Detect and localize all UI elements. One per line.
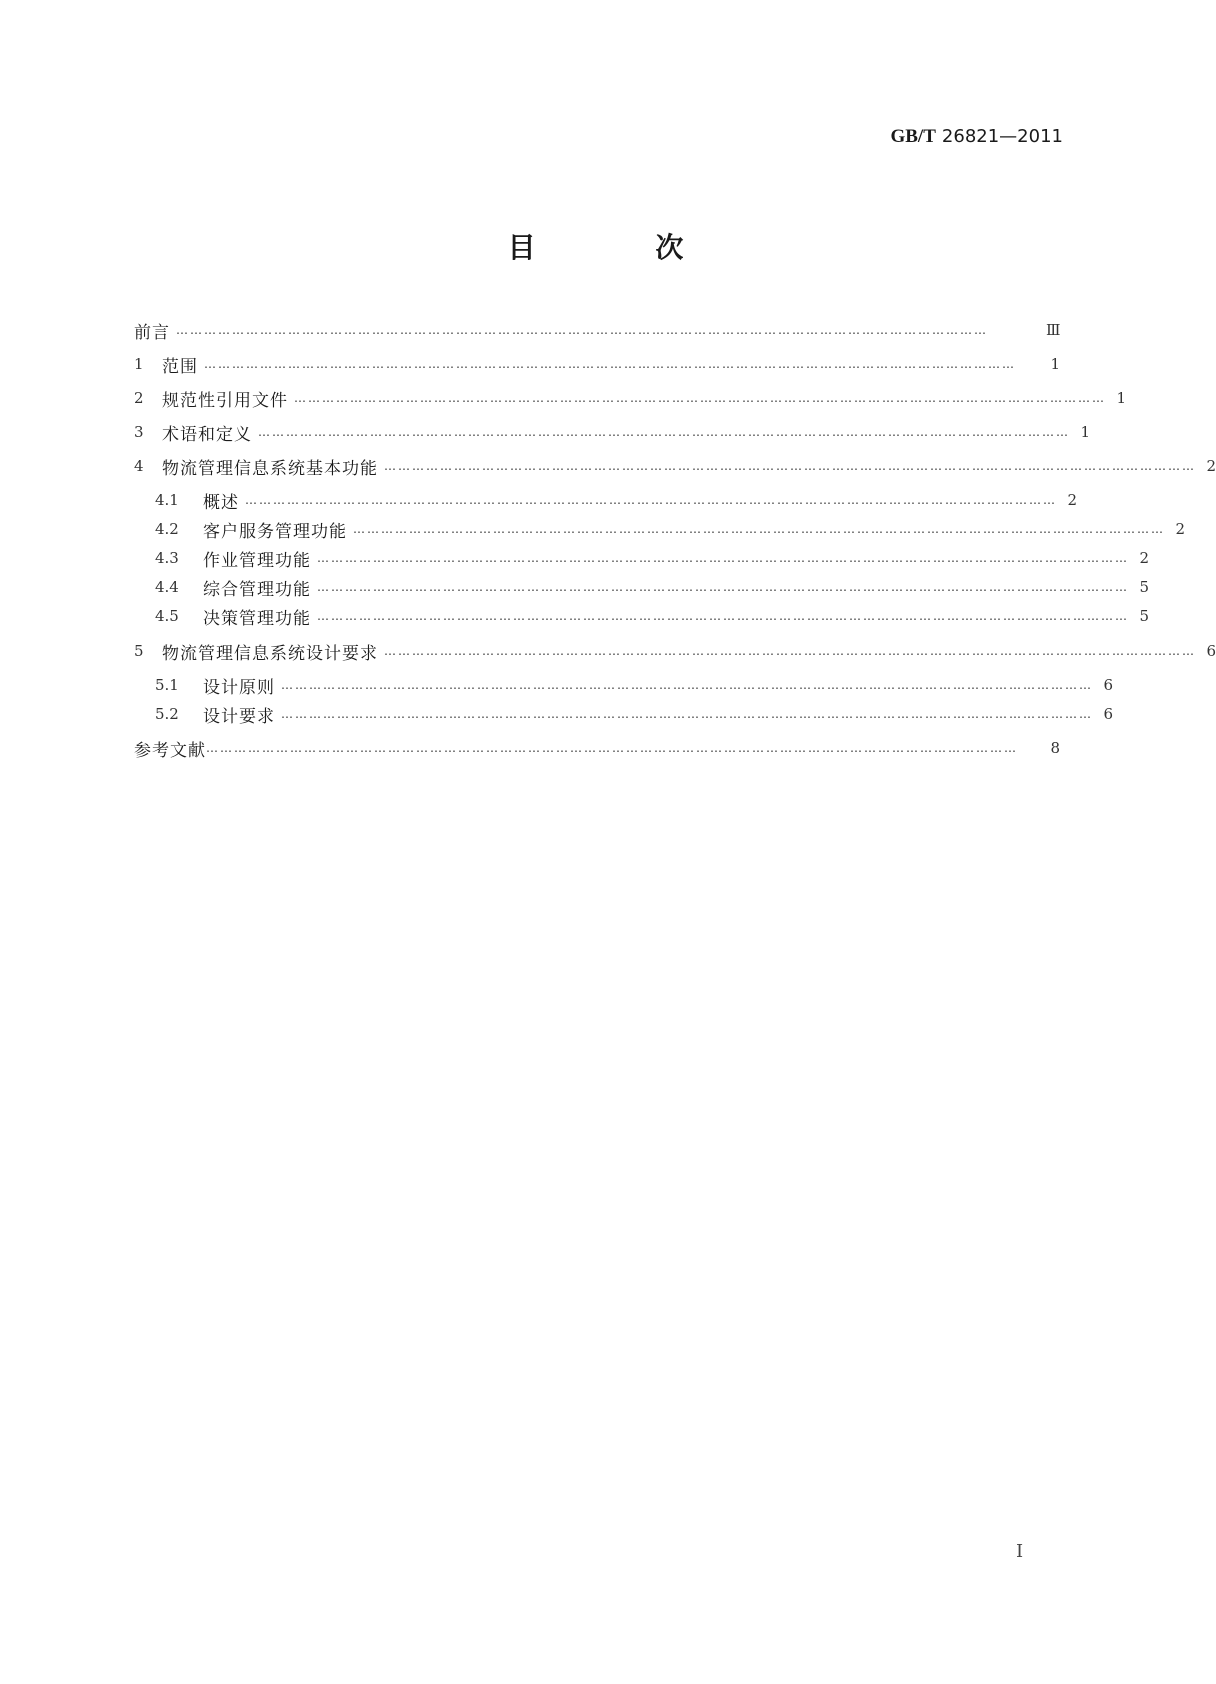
- toc-entry-page: 2: [1067, 491, 1077, 509]
- toc-entry-foreword[interactable]: [134, 317, 1060, 343]
- toc-leader-dots: …………………………………………………………………………………………………………………………………………………………: [384, 644, 1196, 658]
- toc-entry-page: Ⅲ: [1046, 321, 1061, 339]
- toc-entry-label: 设计原则: [203, 677, 275, 698]
- toc-entry-number: 3: [134, 423, 144, 441]
- toc-entry-label: 客户服务管理功能: [203, 521, 347, 542]
- toc-entry-label: 前言: [134, 322, 170, 343]
- toc-entry-page: 6: [1103, 676, 1113, 694]
- toc-entry[interactable]: [134, 638, 1216, 664]
- toc-entry-page: 6: [1206, 642, 1216, 660]
- toc-entry-label: 设计要求: [203, 706, 275, 727]
- toc-entry-label: 物流管理信息系统设计要求: [162, 643, 378, 664]
- toc-leader-dots: …………………………………………………………………………………………………………………………………………………………: [206, 741, 1018, 755]
- toc-entry-number: 5.1: [155, 676, 179, 694]
- toc-subentry[interactable]: [155, 574, 1149, 600]
- toc-leader-dots: …………………………………………………………………………………………………………………………………………………………: [317, 580, 1129, 594]
- standard-code: [890, 125, 1063, 148]
- toc-entry-number: 2: [134, 389, 144, 407]
- toc-entry-page: 5: [1139, 607, 1149, 625]
- toc-entry-page: 8: [1050, 739, 1060, 757]
- toc-leader-dots: …………………………………………………………………………………………………………………………………………………………: [281, 678, 1093, 692]
- toc-entry-page: 2: [1175, 520, 1185, 538]
- toc-entry[interactable]: [134, 453, 1216, 479]
- toc-entry-label: 物流管理信息系统基本功能: [162, 458, 378, 479]
- toc-entry-page: 2: [1139, 549, 1149, 567]
- standard-prefix: GB/T: [890, 126, 936, 147]
- toc-leader-dots: …………………………………………………………………………………………………………………………………………………………: [258, 425, 1070, 439]
- toc-entry-number: 1: [134, 355, 144, 373]
- toc-entry-references[interactable]: [134, 735, 1060, 761]
- toc-entry-number: 4.4: [155, 578, 179, 596]
- toc-entry-label: 作业管理功能: [203, 550, 311, 571]
- page-number: I: [1016, 1541, 1024, 1562]
- toc-entry-label: 参考文献: [134, 740, 206, 761]
- toc-entry-label: 范围: [162, 356, 198, 377]
- toc-entry[interactable]: [134, 351, 1060, 377]
- toc-subentry[interactable]: [155, 545, 1149, 571]
- toc-entry-number: 4: [134, 457, 144, 475]
- toc-title: 目 次: [507, 231, 739, 264]
- toc-entry-page: 1: [1116, 389, 1126, 407]
- toc-entry-label: 综合管理功能: [203, 579, 311, 600]
- toc-leader-dots: …………………………………………………………………………………………………………………………………………………………: [204, 357, 1016, 371]
- toc-leader-dots: …………………………………………………………………………………………………………………………………………………………: [384, 459, 1196, 473]
- toc-entry-label: 决策管理功能: [203, 608, 311, 629]
- toc-subentry[interactable]: [155, 701, 1113, 727]
- toc-subentry[interactable]: [155, 516, 1185, 542]
- toc-leader-dots: …………………………………………………………………………………………………………………………………………………………: [294, 391, 1106, 405]
- toc-entry-page: 5: [1139, 578, 1149, 596]
- toc-subentry[interactable]: [155, 672, 1113, 698]
- standard-number: 26821—2011: [941, 126, 1063, 147]
- toc-entry[interactable]: [134, 385, 1126, 411]
- toc-entry-page: 6: [1103, 705, 1113, 723]
- toc-subentry[interactable]: [155, 603, 1149, 629]
- toc-entry-number: 4.1: [155, 491, 179, 509]
- toc-entry-page: 1: [1080, 423, 1090, 441]
- toc-entry-number: 4.3: [155, 549, 179, 567]
- toc-entry-number: 5: [134, 642, 144, 660]
- toc-leader-dots: …………………………………………………………………………………………………………………………………………………………: [281, 707, 1093, 721]
- toc-entry-number: 4.5: [155, 607, 179, 625]
- toc-entry-label: 术语和定义: [162, 424, 252, 445]
- toc-entry[interactable]: [134, 419, 1090, 445]
- toc-entry-label: 规范性引用文件: [162, 390, 288, 411]
- toc-leader-dots: …………………………………………………………………………………………………………………………………………………………: [176, 323, 988, 337]
- toc-subentry[interactable]: [155, 487, 1077, 513]
- toc-leader-dots: …………………………………………………………………………………………………………………………………………………………: [317, 609, 1129, 623]
- toc-entry-number: 5.2: [155, 705, 179, 723]
- toc-leader-dots: …………………………………………………………………………………………………………………………………………………………: [245, 493, 1057, 507]
- toc-leader-dots: …………………………………………………………………………………………………………………………………………………………: [353, 522, 1165, 536]
- toc-entry-page: 1: [1050, 355, 1060, 373]
- toc-leader-dots: …………………………………………………………………………………………………………………………………………………………: [317, 551, 1129, 565]
- toc-entry-page: 2: [1206, 457, 1216, 475]
- toc-entry-label: 概述: [203, 492, 239, 513]
- toc-entry-number: 4.2: [155, 520, 179, 538]
